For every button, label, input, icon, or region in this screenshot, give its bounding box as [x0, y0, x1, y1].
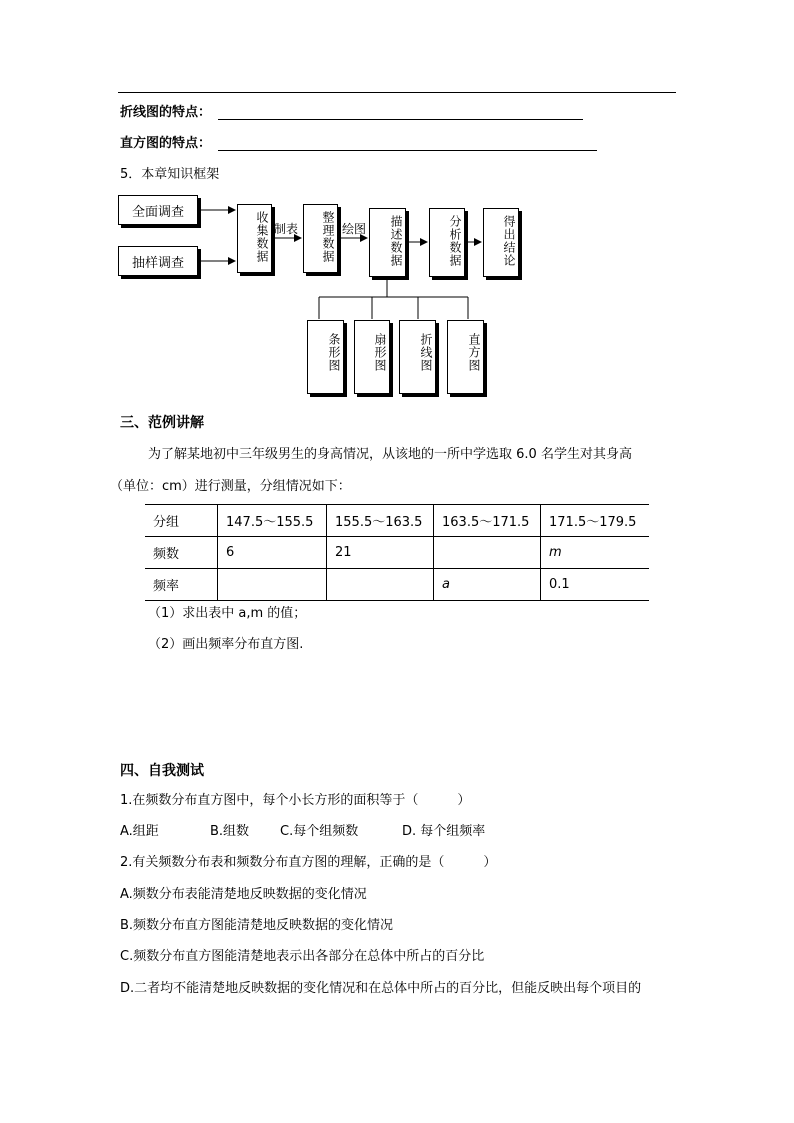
table-cell: 6 [218, 537, 327, 569]
sample-survey-label: 抽样调查 [131, 255, 184, 271]
table-cell: 频率 [145, 569, 218, 601]
example-paragraph-line1: 为了解某地初中三年级男生的身高情况，从该地的一所中学选取 6.0 名学生对其身高 [148, 447, 632, 462]
describe-data-box [369, 208, 406, 277]
table-row [145, 569, 649, 601]
table-cell [434, 537, 541, 569]
example-question-1: （1）求出表中 a,m 的值； [148, 606, 307, 621]
bar-chart-label: 条形图 [327, 333, 341, 372]
line-chart-feature-label: 折线图的特点： [120, 105, 212, 120]
example-paragraph-line2: （单位：cm）进行测量，分组情况如下： [110, 479, 351, 494]
table-cell: 21 [327, 537, 434, 569]
q1-option-c: C.每个组频数 [280, 824, 359, 839]
histogram-feature-label: 直方图的特点： [120, 136, 212, 151]
table-cell: 0.1 [541, 569, 650, 601]
organize-data-box [303, 204, 338, 273]
full-survey-box [118, 195, 198, 225]
test-question-2: 2.有关频数分布表和频数分布直方图的理解，正确的是（ ） [120, 855, 497, 870]
line-chart-label: 折线图 [419, 333, 433, 372]
analyze-data-box [429, 208, 465, 277]
example-question-2: （2）画出频率分布直方图. [148, 637, 304, 652]
histogram-box [447, 320, 484, 394]
frequency-table [145, 504, 649, 601]
tabulate-label: 制表 [274, 222, 299, 236]
plot-label: 绘图 [342, 222, 367, 236]
sample-survey-box [118, 246, 198, 276]
table-cell: m [541, 537, 650, 569]
pie-chart-box [354, 320, 390, 394]
q1-option-b: B.组数 [210, 824, 250, 839]
collect-data-box [237, 204, 272, 273]
table-cell: 分组 [145, 505, 218, 537]
section3-heading: 三、范例讲解 [120, 415, 204, 431]
histogram-label: 直方图 [467, 333, 481, 372]
section4-heading: 四、自我测试 [120, 763, 204, 779]
q1-option-d: D. 每个组频率 [402, 824, 486, 839]
describe-data-label: 描述数据 [389, 215, 403, 267]
q2-option-b: B.频数分布直方图能清楚地反映数据的变化情况 [120, 918, 394, 933]
q2-option-d: D.二者均不能清楚地反映数据的变化情况和在总体中所占的百分比，但能反映出每个项目的 [120, 981, 642, 996]
bar-chart-box [307, 320, 344, 394]
collect-data-label: 收集数据 [255, 211, 269, 263]
table-row [145, 537, 649, 569]
line-chart-box [399, 320, 436, 394]
q2-option-a: A.频数分布表能清楚地反映数据的变化情况 [120, 887, 367, 902]
table-cell: 171.5～179.5 [541, 505, 650, 537]
table-cell: 频数 [145, 537, 218, 569]
pie-chart-label: 扇形图 [373, 333, 387, 372]
table-row [145, 505, 649, 537]
q2-option-c: C.频数分布直方图能清楚地表示出各部分在总体中所占的百分比 [120, 949, 485, 964]
table-cell [218, 569, 327, 601]
test-question-1: 1.在频数分布直方图中，每个小长方形的面积等于（ ） [120, 793, 471, 808]
analyze-data-label: 分析数据 [448, 215, 462, 267]
framework-title: 5．本章知识框架 [120, 167, 220, 182]
conclusion-label: 得出结论 [502, 215, 516, 267]
full-survey-label: 全面调查 [131, 204, 184, 220]
table-cell: 155.5～163.5 [327, 505, 434, 537]
organize-data-label: 整理数据 [321, 211, 335, 263]
q1-option-a: A.组距 [120, 824, 159, 839]
table-cell [327, 569, 434, 601]
conclusion-box [483, 208, 519, 277]
table-cell: 163.5～171.5 [434, 505, 541, 537]
table-cell: 147.5～155.5 [218, 505, 327, 537]
table-cell: a [434, 569, 541, 601]
